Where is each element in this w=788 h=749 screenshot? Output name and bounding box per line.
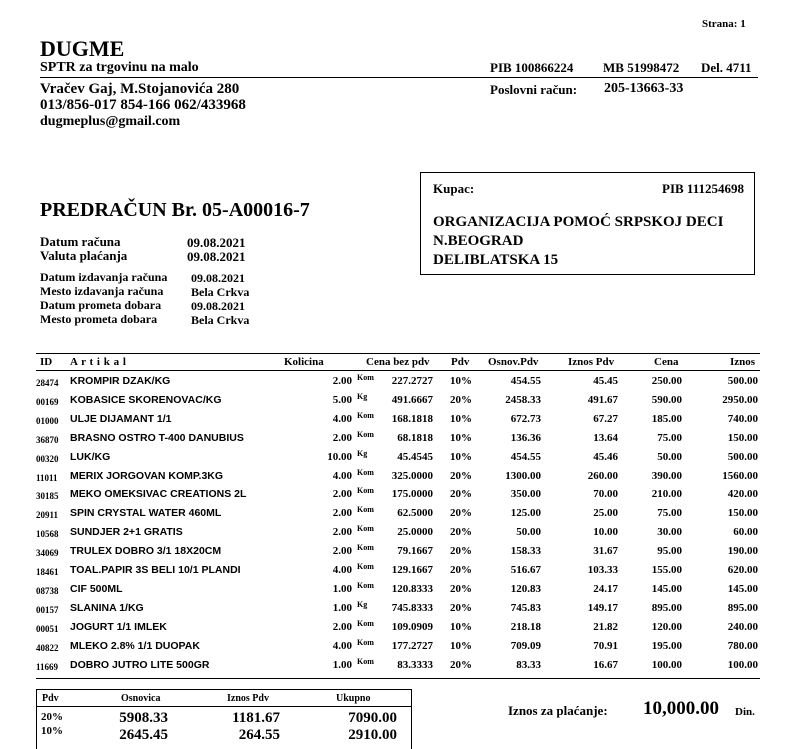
row-cena-bez-pdv: 62.5000	[397, 507, 433, 520]
row-cena-bez-pdv: 79.1667	[397, 545, 433, 558]
row-iznos-pdv: 25.00	[593, 507, 618, 520]
row-osnov-pdv: 745.83	[510, 601, 541, 614]
row-iznos-pdv: 149.17	[587, 601, 618, 614]
row-cena: 145.00	[651, 582, 682, 595]
row-artikal: ULJE DIJAMANT 1/1	[70, 412, 172, 425]
row-id: 30185	[36, 491, 59, 502]
row-kolicina: 2.00	[332, 488, 352, 501]
row-pdv: 20%	[450, 469, 472, 482]
row-osnov-pdv: 125.00	[510, 507, 541, 520]
row-cena: 120.00	[651, 620, 682, 633]
row-id: 34069	[36, 548, 59, 559]
row-cena-bez-pdv: 745.8333	[391, 601, 433, 614]
row-osnov-pdv: 516.67	[510, 564, 541, 576]
row-artikal: SPIN CRYSTAL WATER 460ML	[70, 507, 222, 520]
currency-date-label: Valuta plaćanja	[40, 248, 128, 263]
row-cena: 95.00	[657, 545, 682, 558]
row-unit: Kom	[357, 486, 374, 496]
header-iznos: Iznos	[730, 356, 756, 368]
row-id: 00157	[36, 604, 59, 615]
row-osnov-pdv: 136.36	[510, 431, 541, 444]
table-row	[36, 429, 760, 450]
row-iznos: 1560.00	[722, 469, 758, 482]
table-row	[36, 618, 760, 639]
sum-row1-iznos-pdv: 1181.67	[232, 710, 280, 726]
invoice-date-value: 09.08.2021	[187, 235, 246, 250]
row-iznos: 150.00	[727, 507, 758, 520]
row-iznos-pdv: 491.67	[587, 393, 618, 406]
row-unit: Kom	[357, 580, 374, 590]
row-unit: Kg	[357, 599, 368, 609]
row-id: 36870	[36, 434, 59, 445]
total-value: 10,000.00	[643, 698, 719, 719]
company-email: dugmeplus@gmail.com	[40, 114, 181, 129]
row-unit: Kom	[357, 562, 374, 571]
table-row	[36, 507, 760, 525]
table-header-border	[36, 370, 760, 371]
row-pdv: 10%	[450, 620, 472, 633]
sum-row2-osnovica: 2645.45	[119, 727, 168, 743]
row-cena-bez-pdv: 120.8333	[391, 582, 433, 595]
row-iznos-pdv: 21.82	[593, 620, 618, 633]
table-row	[36, 564, 760, 582]
row-cena-bez-pdv: 491.6667	[391, 393, 433, 406]
row-iznos: 780.00	[727, 639, 758, 652]
header-pdv: Pdv	[451, 356, 470, 368]
row-osnov-pdv: 672.73	[510, 412, 541, 425]
table-row	[36, 448, 760, 469]
row-kolicina: 1.00	[332, 658, 352, 671]
sum-header-iznos-pdv: Iznos Pdv	[227, 693, 269, 704]
row-artikal: DOBRO JUTRO LITE 500GR	[70, 658, 210, 671]
row-iznos: 420.00	[727, 488, 758, 501]
row-kolicina: 2.00	[332, 431, 352, 444]
table-row	[36, 545, 760, 563]
row-osnov-pdv: 218.18	[510, 620, 541, 633]
table-row	[36, 580, 760, 601]
row-iznos-pdv: 67.27	[593, 412, 618, 425]
document-title: PREDRAČUN Br. 05-A00016-7	[40, 199, 310, 221]
buyer-street: DELIBLATSKA 15	[433, 252, 559, 268]
row-kolicina: 4.00	[332, 639, 352, 652]
row-iznos-pdv: 10.00	[593, 526, 618, 539]
row-cena: 75.00	[657, 507, 682, 520]
row-artikal: TRULEX DOBRO 3/1 18X20CM	[70, 545, 222, 558]
header-kolicina: Kolicina	[284, 356, 324, 368]
row-pdv: 10%	[450, 639, 472, 652]
row-pdv: 20%	[450, 488, 472, 501]
row-iznos-pdv: 16.67	[593, 658, 618, 671]
row-artikal: SLANINA 1/KG	[70, 601, 144, 614]
issue-date-label: Datum izdavanja računa	[40, 270, 168, 284]
row-pdv: 10%	[450, 412, 472, 425]
row-unit: Kom	[357, 656, 374, 666]
row-artikal: LUK/KG	[70, 450, 111, 463]
row-artikal: MERIX JORGOVAN KOMP.3KG	[70, 469, 224, 482]
table-row	[36, 375, 760, 393]
sum-header-osnovica: Osnovica	[121, 693, 161, 704]
row-iznos: 895.00	[727, 601, 758, 614]
row-artikal: BRASNO OSTRO T-400 DANUBIUS	[70, 431, 244, 444]
total-currency: Din.	[735, 706, 755, 718]
row-osnov-pdv: 120.83	[510, 582, 541, 595]
row-cena-bez-pdv: 168.1818	[391, 412, 433, 425]
row-pdv: 20%	[450, 601, 472, 614]
row-pdv: 10%	[450, 431, 472, 444]
row-kolicina: 2.00	[332, 620, 352, 633]
row-kolicina: 2.00	[332, 526, 352, 539]
row-id: 01000	[36, 415, 59, 426]
row-id: 28474	[36, 378, 59, 388]
row-pdv: 20%	[450, 507, 472, 520]
row-artikal: MLEKO 2.8% 1/1 DUOPAK	[70, 639, 200, 652]
row-iznos: 240.00	[727, 620, 758, 633]
row-artikal: TOAL.PAPIR 3S BELI 10/1 PLANDI	[70, 564, 241, 576]
row-pdv: 20%	[450, 526, 472, 539]
row-osnov-pdv: 709.09	[510, 639, 541, 652]
table-row	[36, 488, 760, 506]
row-cena-bez-pdv: 227.2727	[391, 375, 433, 387]
row-id: 08738	[36, 585, 59, 596]
row-unit: Kg	[357, 391, 368, 401]
bank-account: 205-13663-33	[604, 81, 684, 96]
row-cena: 30.00	[657, 526, 682, 539]
row-cena: 50.00	[657, 450, 682, 463]
row-cena: 100.00	[651, 658, 682, 671]
vat-summary-box	[36, 689, 412, 749]
company-address: Vračev Gaj, M.Stojanovića 280	[40, 81, 240, 97]
row-iznos-pdv: 24.17	[593, 582, 618, 595]
bank-label: Poslovni račun:	[490, 82, 578, 97]
row-kolicina: 5.00	[332, 393, 352, 406]
row-osnov-pdv: 1300.00	[505, 469, 541, 482]
row-artikal: CIF 500ML	[70, 582, 123, 595]
row-kolicina: 2.00	[332, 545, 352, 558]
header-artikal: A r t i k a l	[70, 356, 127, 368]
invoice-date-label: Datum računa	[40, 234, 121, 249]
table-row	[36, 656, 760, 677]
row-id: 11011	[36, 472, 58, 483]
header-cena: Cena	[654, 356, 679, 368]
sum-row1-pdv: 20%	[41, 711, 63, 723]
table-row	[36, 526, 760, 544]
trade-date-label: Datum prometa dobara	[40, 298, 162, 312]
company-subtitle: SPTR za trgovinu na malo	[40, 60, 199, 75]
row-cena-bez-pdv: 83.3333	[397, 658, 433, 671]
row-kolicina: 2.00	[332, 507, 352, 520]
buyer-label: Kupac:	[433, 181, 475, 196]
row-iznos-pdv: 70.00	[593, 488, 618, 501]
row-cena: 590.00	[651, 393, 682, 406]
row-artikal: MEKO OMEKSIVAC CREATIONS 2L	[70, 488, 247, 501]
row-osnov-pdv: 2458.33	[505, 393, 541, 406]
row-pdv: 20%	[450, 564, 472, 576]
row-unit: Kom	[357, 505, 374, 515]
row-cena-bez-pdv: 68.1818	[397, 431, 433, 444]
row-kolicina: 4.00	[332, 564, 352, 576]
company-phones: 013/856-017 854-166 062/433968	[40, 97, 246, 113]
row-pdv: 10%	[450, 375, 472, 387]
row-kolicina: 1.00	[332, 582, 352, 595]
row-iznos: 150.00	[727, 431, 758, 444]
row-cena-bez-pdv: 129.1667	[391, 564, 433, 576]
row-osnov-pdv: 158.33	[510, 545, 541, 558]
table-row	[36, 599, 760, 620]
sum-header-ukupno: Ukupno	[336, 693, 371, 704]
row-cena: 210.00	[651, 488, 682, 501]
row-cena: 895.00	[651, 601, 682, 614]
row-cena: 250.00	[651, 375, 682, 387]
row-cena-bez-pdv: 25.0000	[397, 526, 433, 539]
table-row	[36, 467, 760, 488]
header-iznos-pdv: Iznos Pdv	[568, 356, 615, 368]
row-iznos: 60.00	[733, 526, 758, 539]
trade-place-value: Bela Crkva	[191, 313, 250, 327]
sum-row1-osnovica: 5908.33	[119, 710, 168, 726]
trade-date-value: 09.08.2021	[191, 299, 245, 313]
row-unit: Kg	[357, 448, 368, 458]
table-top-border	[36, 353, 760, 354]
row-iznos: 2950.00	[722, 393, 758, 406]
row-kolicina: 2.00	[332, 375, 352, 387]
row-unit: Kom	[357, 410, 374, 420]
row-kolicina: 1.00	[332, 601, 352, 614]
row-id: 10568	[36, 529, 59, 540]
row-unit: Kom	[357, 429, 374, 439]
issue-place-value: Bela Crkva	[191, 285, 250, 299]
row-unit: Kom	[357, 373, 374, 382]
row-artikal: KROMPIR DZAK/KG	[70, 375, 171, 387]
sum-row1-ukupno: 7090.00	[348, 710, 397, 726]
table-row	[36, 410, 760, 431]
buyer-pib: PIB 111254698	[662, 181, 744, 196]
row-osnov-pdv: 50.00	[516, 526, 541, 539]
row-iznos-pdv: 13.64	[593, 431, 618, 444]
row-iznos-pdv: 70.91	[593, 639, 618, 652]
row-unit: Kom	[357, 543, 374, 553]
buyer-name: ORGANIZACIJA POMOĆ SRPSKOJ DECI	[433, 214, 724, 230]
row-iznos: 740.00	[727, 412, 758, 425]
page-number: Strana: 1	[702, 18, 746, 30]
row-pdv: 10%	[450, 450, 472, 463]
buyer-box	[420, 172, 755, 275]
row-id: 00169	[36, 396, 59, 407]
row-cena-bez-pdv: 45.4545	[397, 450, 433, 463]
header-id: ID	[40, 356, 53, 368]
row-cena-bez-pdv: 109.0909	[391, 620, 433, 633]
row-artikal: SUNDJER 2+1 GRATIS	[70, 526, 183, 539]
row-iznos-pdv: 31.67	[593, 545, 618, 558]
row-cena: 75.00	[657, 431, 682, 444]
row-kolicina: 4.00	[332, 412, 352, 425]
company-del: Del. 4711	[701, 60, 752, 75]
row-id: 00051	[36, 623, 59, 634]
row-id: 40822	[36, 642, 59, 653]
row-iznos-pdv: 260.00	[587, 469, 618, 482]
row-cena-bez-pdv: 175.0000	[391, 488, 433, 501]
table-bottom-border	[36, 678, 760, 679]
row-pdv: 20%	[450, 545, 472, 558]
header-cena-bez-pdv: Cena bez pdv	[366, 356, 430, 368]
sum-row2-ukupno: 2910.00	[348, 727, 397, 743]
row-cena-bez-pdv: 325.0000	[391, 469, 433, 482]
row-id: 11669	[36, 661, 59, 672]
row-artikal: JOGURT 1/1 IMLEK	[70, 620, 167, 633]
row-id: 00320	[36, 453, 59, 464]
row-pdv: 20%	[450, 582, 472, 595]
sum-row2-pdv: 10%	[41, 725, 63, 737]
table-header	[36, 356, 760, 370]
sum-header-pdv: Pdv	[42, 693, 59, 704]
row-iznos-pdv: 45.45	[593, 375, 618, 387]
row-iznos: 500.00	[727, 375, 758, 387]
company-pib: PIB 100866224	[490, 60, 574, 75]
row-pdv: 20%	[450, 393, 472, 406]
total-label: Iznos za plaćanje:	[508, 703, 608, 718]
row-osnov-pdv: 350.00	[510, 488, 541, 501]
row-pdv: 20%	[450, 658, 472, 671]
sum-header-divider	[37, 706, 411, 707]
table-row	[36, 391, 760, 412]
table-row	[36, 637, 760, 658]
sum-row2-iznos-pdv: 264.55	[238, 727, 280, 743]
row-cena: 155.00	[651, 564, 682, 576]
row-unit: Kom	[357, 467, 374, 477]
issue-place-label: Mesto izdavanja računa	[40, 284, 164, 298]
row-kolicina: 10.00	[327, 450, 352, 463]
row-kolicina: 4.00	[332, 469, 352, 482]
row-osnov-pdv: 454.55	[510, 375, 541, 387]
header-osnov-pdv: Osnov.Pdv	[488, 356, 539, 368]
row-osnov-pdv: 83.33	[516, 658, 541, 671]
row-iznos: 620.00	[727, 564, 758, 576]
row-unit: Kom	[357, 524, 374, 534]
row-iznos: 145.00	[727, 582, 758, 595]
trade-place-label: Mesto prometa dobara	[40, 312, 158, 326]
company-name: DUGME	[40, 36, 125, 61]
header-divider	[40, 77, 758, 78]
row-iznos-pdv: 103.33	[587, 564, 618, 576]
row-artikal: KOBASICE SKORENOVAC/KG	[70, 393, 222, 406]
row-cena-bez-pdv: 177.2727	[391, 639, 433, 652]
row-osnov-pdv: 454.55	[510, 450, 541, 463]
row-iznos: 500.00	[727, 450, 758, 463]
row-iznos-pdv: 45.46	[593, 450, 618, 463]
currency-date-value: 09.08.2021	[187, 249, 246, 264]
row-cena: 390.00	[651, 469, 682, 482]
row-cena: 185.00	[651, 412, 682, 425]
company-mb: MB 51998472	[603, 60, 680, 75]
row-iznos: 190.00	[727, 545, 758, 558]
buyer-city: N.BEOGRAD	[433, 233, 524, 249]
row-id: 20911	[36, 510, 59, 521]
issue-date-value: 09.08.2021	[191, 271, 245, 285]
row-cena: 195.00	[651, 639, 682, 652]
row-unit: Kom	[357, 618, 374, 628]
row-id: 18461	[36, 567, 59, 577]
row-iznos: 100.00	[727, 658, 758, 671]
row-unit: Kom	[357, 637, 374, 647]
